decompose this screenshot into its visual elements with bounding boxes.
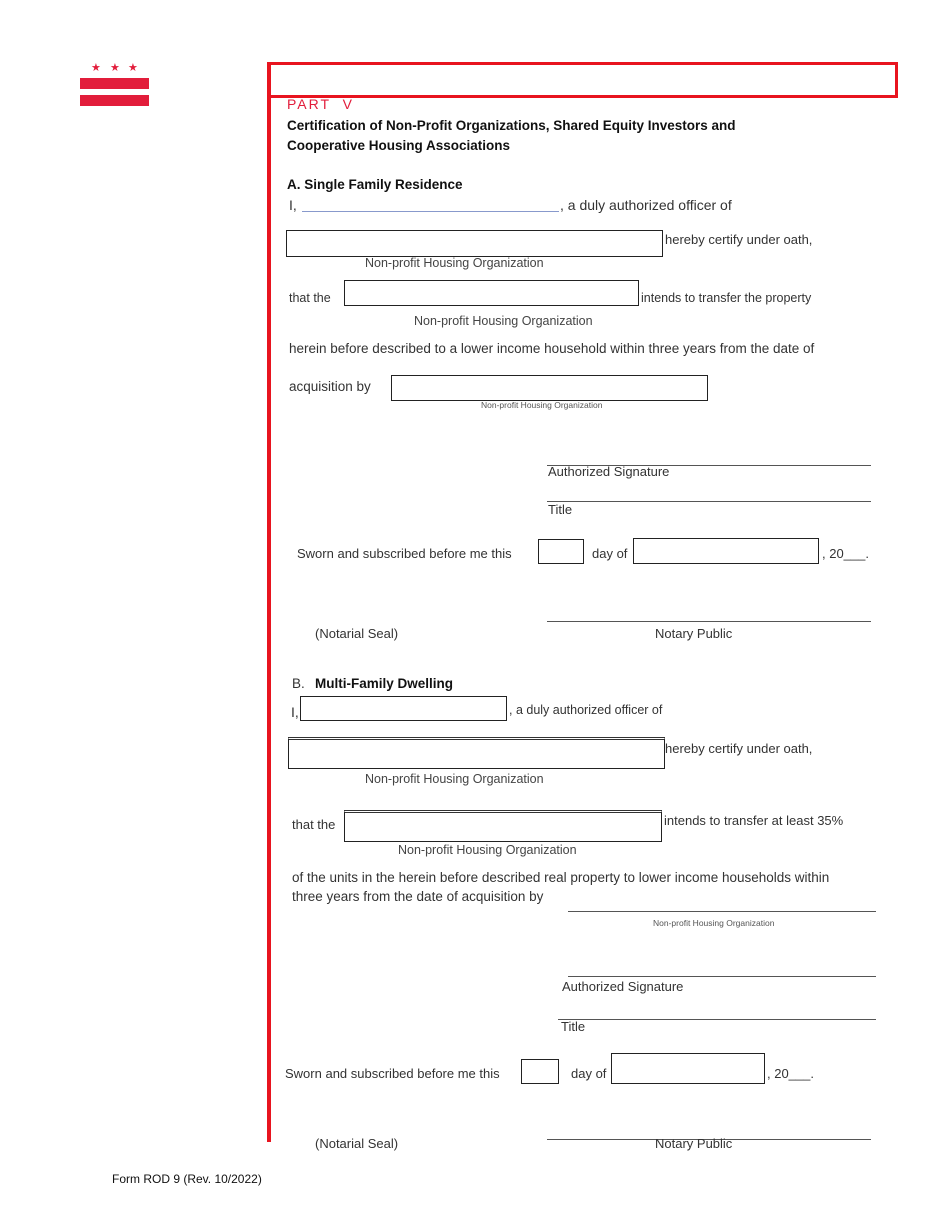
day-of-label: day of [592,546,628,561]
section-a-acquisition-by: acquisition by [289,379,371,394]
organization-name-field[interactable] [344,810,662,842]
title-line[interactable] [547,501,871,502]
sworn-text: Sworn and subscribed before me this [285,1066,500,1081]
acquiring-org-line[interactable] [568,911,876,912]
sworn-text: Sworn and subscribed before me this [297,546,512,561]
page-title-line1: Certification of Non-Profit Organizations, Shared Equity Investors and [287,118,736,133]
section-a-intends-text: intends to transfer the property [641,291,812,305]
organization-name-field[interactable] [344,280,639,306]
officer-name-line[interactable] [302,211,559,212]
org-caption: Non-profit Housing Organization [365,256,544,270]
section-b-intends-text: intends to transfer at least 35% [664,813,844,828]
notary-public-label: Notary Public [655,626,733,641]
section-b-units-line2: three years from the date of acquisition by [292,889,544,904]
section-a-herein-text: herein before described to a lower income household within three years from the date of [289,341,815,356]
left-red-rule [267,62,271,1142]
organization-name-field[interactable] [286,230,663,257]
section-b-i-label: I, [291,704,299,720]
section-b-letter: B. [292,676,305,691]
title-label: Title [561,1019,586,1034]
section-a-i-label: I, [289,197,297,213]
officer-name-field[interactable] [300,696,507,721]
notarial-seal-label: (Notarial Seal) [315,626,399,641]
notary-public-label: Notary Public [655,1136,733,1151]
year-text: , 20___. [767,1066,814,1081]
year-text: , 20___. [822,546,869,561]
signature-line[interactable] [568,976,876,977]
organization-name-field[interactable] [288,737,665,769]
star-icon: ★ [91,62,101,74]
section-a-that-the: that the [289,291,331,305]
form-id: Form ROD 9 (Rev. 10/2022) [112,1172,262,1186]
month-field[interactable] [633,538,819,564]
org-caption: Non-profit Housing Organization [365,772,544,786]
title-label: Title [548,502,573,517]
org-caption: Non-profit Housing Organization [398,843,577,857]
section-b-units-line1: of the units in the herein before described real property to lower income households within [292,870,830,885]
org-caption: Non-profit Housing Organization [481,400,603,410]
part-label: PART V [287,96,355,112]
section-b-heading: Multi-Family Dwelling [315,676,454,691]
flag-bar-bottom [80,95,149,106]
page-title-line2: Cooperative Housing Associations [287,138,511,153]
org-caption: Non-profit Housing Organization [653,918,775,928]
notary-signature-line[interactable] [547,621,871,622]
star-icon: ★ [128,62,138,74]
month-field[interactable] [611,1053,765,1084]
authorized-signature-label: Authorized Signature [548,464,670,479]
title-line[interactable] [558,1019,876,1020]
day-field[interactable] [538,539,584,564]
flag-bar-top [80,78,149,89]
header-red-box [267,62,898,98]
section-b-that-the: that the [292,817,336,832]
section-b-certify-text: hereby certify under oath, [665,741,813,756]
organization-name-field[interactable] [391,375,708,401]
day-of-label: day of [571,1066,607,1081]
star-icon: ★ [110,62,120,74]
org-caption: Non-profit Housing Organization [414,314,593,328]
section-a-officer-text: , a duly authorized officer of [560,197,732,213]
day-field[interactable] [521,1059,559,1084]
section-a-certify-text: hereby certify under oath, [665,232,813,247]
authorized-signature-label: Authorized Signature [562,979,684,994]
section-b-officer-text: , a duly authorized officer of [509,703,663,717]
dc-flag-logo [80,62,150,108]
section-a-heading: A. Single Family Residence [287,177,463,192]
notarial-seal-label: (Notarial Seal) [315,1136,399,1151]
